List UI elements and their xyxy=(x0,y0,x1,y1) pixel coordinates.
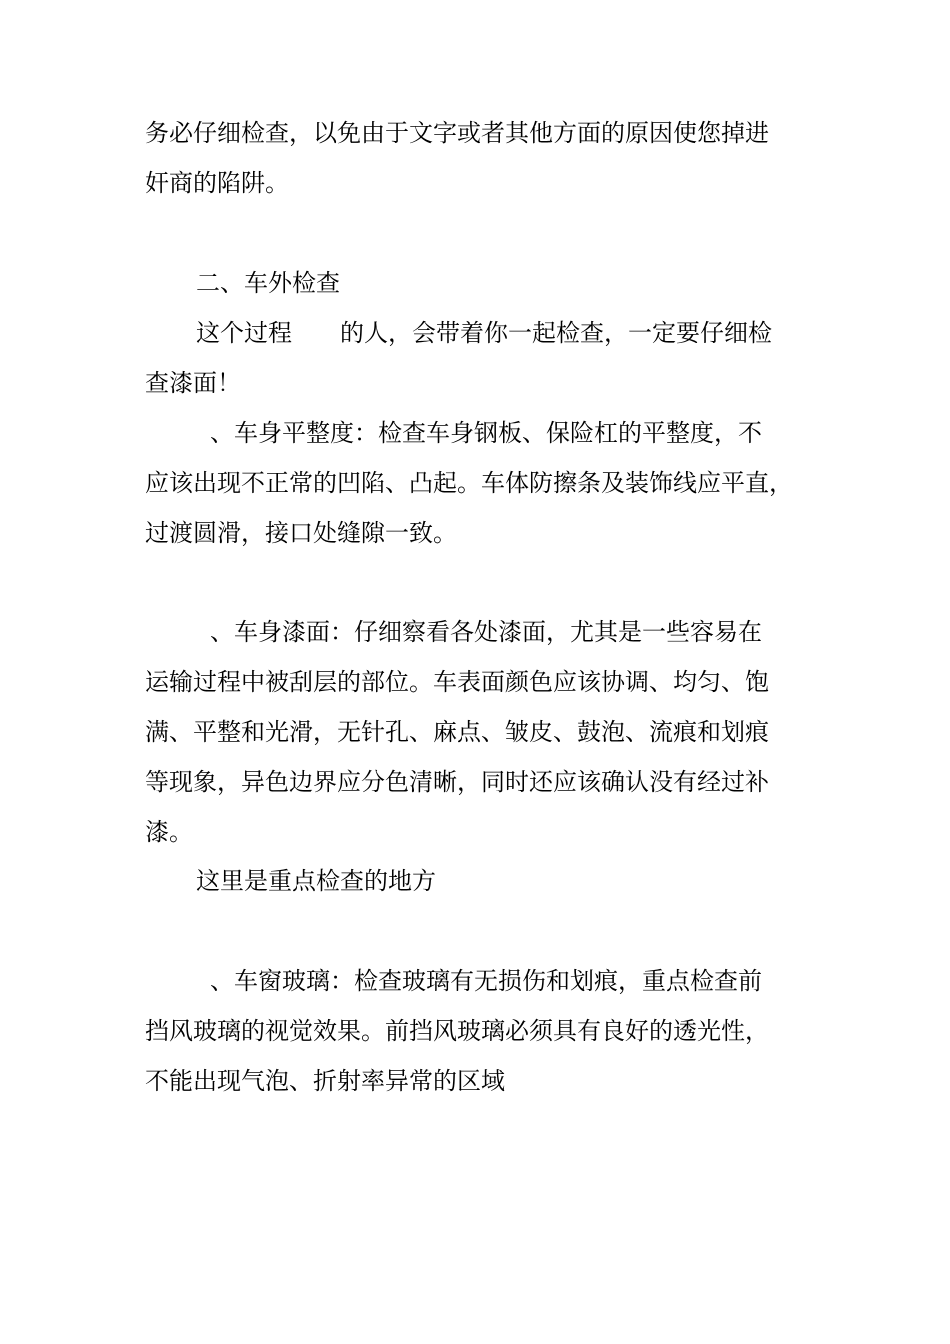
paragraph-line: 满、平整和光滑，无针孔、麻点、皱皮、鼓泡、流痕和划痕 xyxy=(145,718,769,746)
paragraph-line: 应该出现不正常的凹陷、凸起。车体防擦条及装饰线应平直， xyxy=(145,469,793,497)
paragraph-line: 奸商的陷阱。 xyxy=(145,169,289,197)
paragraph-line: 、车身平整度：检查车身钢板、保险杠的平整度，不 xyxy=(210,419,762,447)
paragraph-line: 运输过程中被刮层的部位。车表面颜色应该协调、均匀、饱 xyxy=(145,668,769,696)
paragraph-line: 等现象，异色边界应分色清晰，同时还应该确认没有经过补 xyxy=(145,768,769,796)
paragraph-line: 这里是重点检查的地方 xyxy=(196,867,436,895)
paragraph-line: 挡风玻璃的视觉效果。前挡风玻璃必须具有良好的透光性， xyxy=(145,1017,769,1045)
paragraph-line: 这个过程 的人，会带着你一起检查，一定要仔细检 xyxy=(196,319,772,347)
paragraph-line: 不能出现气泡、折射率异常的区域 xyxy=(145,1067,505,1095)
section-heading: 二、车外检查 xyxy=(196,269,340,297)
paragraph-line: 、车身漆面：仔细察看各处漆面，尤其是一些容易在 xyxy=(210,618,762,646)
paragraph-line: 过渡圆滑，接口处缝隙一致。 xyxy=(145,519,457,547)
paragraph-line: 务必仔细检查，以免由于文字或者其他方面的原因使您掉进 xyxy=(145,119,769,147)
paragraph-line: 查漆面！ xyxy=(145,369,241,397)
paragraph-line: 、车窗玻璃：检查玻璃有无损伤和划痕，重点检查前 xyxy=(210,967,762,995)
paragraph-line: 漆。 xyxy=(145,818,193,846)
